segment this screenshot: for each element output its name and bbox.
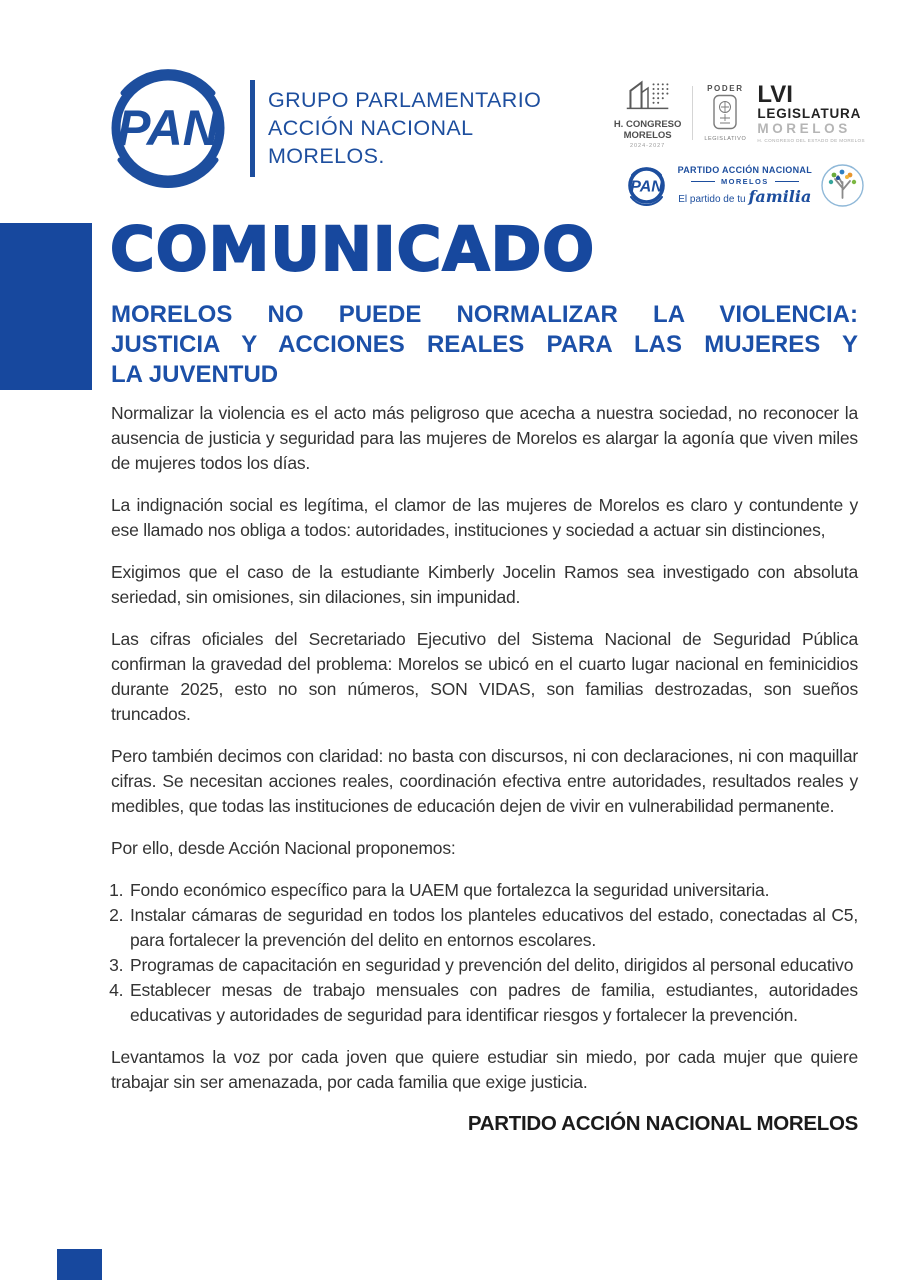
title-accent-bar [0, 223, 92, 390]
legislativo-label: LEGISLATIVO [704, 135, 747, 142]
party-name: PARTIDO ACCIÓN NACIONAL [677, 165, 812, 175]
party-state: MORELOS [720, 177, 769, 186]
list-item-2: 2. Instalar cámaras de seguridad en todos los planteles educativos del estado, conectadas al C5, para fortalecer la prevención del delito en entornos escolares. [128, 903, 858, 953]
tagline-script: familia [748, 187, 812, 206]
document-body [111, 401, 858, 1136]
document-title: COMUNICADO [110, 214, 596, 285]
paragraph-3: Exigimos que el caso de la estudiante Kimberly Jocelin Ramos sea investigado con absoluta seriedad, sin omisiones, sin dilaciones, sin impunidad. [111, 562, 858, 607]
headline [111, 300, 858, 390]
brand-divider [250, 80, 255, 177]
congress-name-line1: H. CONGRESO [613, 119, 682, 130]
congress-lockup [614, 76, 865, 149]
congress-building-icon [624, 76, 672, 118]
congress-name [614, 120, 682, 141]
org-line-2: ACCIÓN NACIONAL [268, 116, 474, 140]
congress-years: 2024-2027 [629, 143, 666, 149]
svg-text:PAN: PAN [117, 100, 219, 156]
paragraph-1: Normalizar la violencia es el acto más peligroso que acecha a nuestra sociedad, no reconocer la ausencia de justicia y seguridad para las mujeres de Morelos es alargar la agonía que viven miles de mujeres todos los días. [111, 403, 858, 473]
party-tagline [678, 187, 811, 206]
pan-logo-icon [98, 58, 238, 198]
legislature-number: LVI [757, 80, 793, 108]
parliamentary-group-name [268, 86, 541, 170]
headline-line-1: MORELOS NO PUEDE NORMALIZAR LA VIOLENCIA: [111, 301, 858, 328]
legislature-subtext: H. CONGRESO DEL ESTADO DE MORELOS [757, 137, 865, 143]
pan-mini-logo-icon [623, 162, 670, 209]
legislative-seal-icon [712, 94, 738, 135]
signature: PARTIDO ACCIÓN NACIONAL MORELOS [467, 1112, 858, 1135]
svg-text:PAN: PAN [629, 178, 663, 196]
legislature-label: LEGISLATURA [757, 105, 862, 121]
brand-left [98, 58, 541, 198]
congress-name-line2: MORELOS [623, 129, 672, 141]
headline-line-2: JUSTICIA Y ACCIONES REALES PARA LAS MUJERES Y [111, 331, 858, 358]
dash-left [691, 181, 715, 182]
paragraph-2: La indignación social es legítima, el clamor de las mujeres de Morelos es claro y contundente y ese llamado nos obliga a todos: autoridades, instituciones y sociedad a actuar sin distinciones, [111, 495, 858, 540]
headline-line-3: LA JUVENTUD [111, 361, 279, 388]
poder-label: PODER [707, 83, 744, 93]
list-item-4: 4. Establecer mesas de trabajo mensuales con padres de familia, estudiantes, autoridades educativas y autoridades de seguridad para identificar riesgos y fortalecer la prevención. [128, 978, 858, 1028]
legislature-block [757, 80, 865, 143]
party-state-row [691, 177, 799, 186]
proposals-list [111, 878, 858, 1028]
pan-family-text [678, 165, 812, 206]
dash-right [775, 181, 799, 182]
legislature-state: MORELOS [757, 120, 851, 136]
list-item-1: 1. Fondo económico específico para la UAEM que fortalezca la seguridad universitaria. [128, 878, 858, 903]
closing-paragraph: Levantamos la voz por cada joven que quiere estudiar sin miedo, por cada mujer que quiere trabajar sin ser amenazada, por cada familia que exige justicia. [111, 1047, 858, 1092]
congress-separator [692, 86, 693, 140]
org-line-1: GRUPO PARLAMENTARIO [268, 88, 542, 112]
congress-building-block [614, 76, 682, 149]
pan-family-lockup [623, 162, 865, 209]
paragraph-5: Pero también decimos con claridad: no basta con discursos, ni con declaraciones, ni con maquillar cifras. Se necesitan acciones reales, coordinación efectiva entre autoridades, resultados reales y medibles, que todas las instituciones de educación dejen de vivir en vulnerabilidad permanente. [111, 746, 858, 816]
paragraph-4: Las cifras oficiales del Secretariado Ejecutivo del Sistema Nacional de Seguridad Pública confirman la gravedad del problema: Morelos se ubicó en el cuarto lugar nacional en feminicidios durante 2025, esto no son números, SON VIDAS, son familias destrozadas, son sueños truncados. [111, 629, 858, 724]
family-tree-icon [820, 163, 865, 208]
list-item-3: 3. Programas de capacitación en seguridad y prevención del delito, dirigidos al personal educativo [128, 953, 858, 978]
bottom-accent-bar [57, 1249, 102, 1280]
brand-right [614, 76, 865, 209]
org-line-3: MORELOS. [268, 144, 385, 168]
poder-legislativo-block [704, 84, 746, 142]
tagline-plain: El partido de tu [678, 194, 746, 205]
list-intro: Por ello, desde Acción Nacional proponemos: [111, 838, 456, 858]
